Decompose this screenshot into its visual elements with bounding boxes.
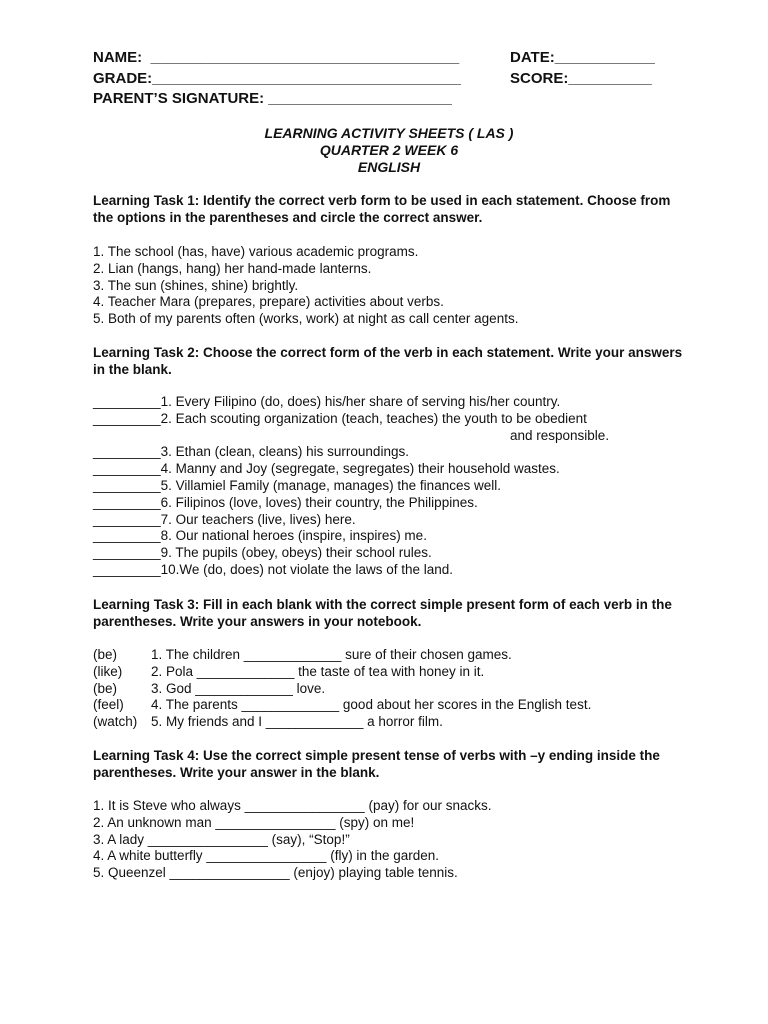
task1-item: 2. Lian (hangs, hang) her hand-made lanterns. xyxy=(93,260,372,276)
task1-item: 4. Teacher Mara (prepares, prepare) activities about verbs. xyxy=(93,294,444,310)
task2-item-continuation: and responsible. xyxy=(510,427,610,443)
task3-item xyxy=(93,697,693,714)
task3-verb: (feel) xyxy=(93,697,124,713)
task1-list xyxy=(93,244,693,328)
title-line-2: QUARTER 2 WEEK 6 xyxy=(319,142,459,158)
task1-item: 3. The sun (shines, shine) brightly. xyxy=(93,277,299,293)
task2-item: _________3. Ethan (clean, cleans) his surroundings. xyxy=(93,444,409,460)
task3-verb: (be) xyxy=(93,647,118,662)
name-field: NAME: _____________________________________ xyxy=(93,49,460,66)
task3-item xyxy=(93,647,693,664)
task2-item: _________5. Villamiel Family (manage, manages) the finances well. xyxy=(93,477,501,493)
document-title xyxy=(0,125,768,176)
task1-item: 1. The school (has, have) various academic programs. xyxy=(93,244,419,259)
task2-item: _________6. Filipinos (love, loves) their country, the Philippines. xyxy=(93,494,478,510)
task3-item xyxy=(93,714,693,731)
task4-list xyxy=(93,798,693,882)
task4-item: 3. A lady ________________ (say), “Stop!” xyxy=(93,831,350,847)
task3-sentence: 1. The children _____________ sure of their chosen games. xyxy=(151,647,512,662)
task2-item: _________1. Every Filipino (do, does) his/her share of serving his/her country. xyxy=(93,394,561,409)
task2-list xyxy=(93,394,693,579)
task4-item: 2. An unknown man ________________ (spy) on me! xyxy=(93,814,415,830)
task4-item: 1. It is Steve who always ________________ (pay) for our snacks. xyxy=(93,798,492,813)
task2-heading: Learning Task 2: Choose the correct form of the verb in each statement. Write your answers in the blank. xyxy=(93,345,683,377)
task3-verb: (be) xyxy=(93,680,118,696)
task2-item: _________9. The pupils (obey, obeys) their school rules. xyxy=(93,545,432,561)
score-field: SCORE:__________ xyxy=(510,70,652,87)
task3-sentence: 4. The parents _____________ good about her scores in the English test. xyxy=(151,697,592,713)
grade-field: GRADE:_____________________________________ xyxy=(93,70,461,87)
task4-item: 5. Queenzel ________________ (enjoy) playing table tennis. xyxy=(93,865,458,881)
task2-item: _________2. Each scouting organization (teach, teaches) the youth to be obedient xyxy=(93,410,587,426)
parent-signature-field: PARENT’S SIGNATURE: ______________________ xyxy=(93,90,452,107)
task3-sentence: 5. My friends and I _____________ a horror film. xyxy=(151,714,443,730)
task2-item: _________8. Our national heroes (inspire, inspires) me. xyxy=(93,528,427,544)
task3-heading: Learning Task 3: Fill in each blank with the correct simple present form of each verb in the parentheses. Write your answers in your notebook. xyxy=(93,597,672,629)
task1-heading: Learning Task 1: Identify the correct verb form to be used in each statement. Choose from the options in the parentheses and circle the correct answer. xyxy=(93,193,671,225)
task2-item: _________7. Our teachers (live, lives) here. xyxy=(93,511,356,527)
task3-verb: (watch) xyxy=(93,714,138,730)
task3-sentence: 2. Pola _____________ the taste of tea with honey in it. xyxy=(151,663,485,679)
task3-item xyxy=(93,681,693,698)
task1-item: 5. Both of my parents often (works, work) at night as call center agents. xyxy=(93,311,519,327)
task3-item xyxy=(93,664,693,681)
task3-sentence: 3. God _____________ love. xyxy=(151,680,326,696)
task2-item: _________4. Manny and Joy (segregate, segregates) their household wastes. xyxy=(93,461,560,477)
task2-item: _________10.We (do, does) not violate the laws of the land. xyxy=(93,561,453,577)
task3-list xyxy=(93,647,693,731)
title-line-1: LEARNING ACTIVITY SHEETS ( LAS ) xyxy=(264,125,514,141)
task4-item: 4. A white butterfly ________________ (fly) in the garden. xyxy=(93,848,439,864)
date-field: DATE:____________ xyxy=(510,49,655,66)
task3-verb: (like) xyxy=(93,663,123,679)
task4-heading: Learning Task 4: Use the correct simple present tense of verbs with –y ending inside the parentheses. Write your answer in the blank. xyxy=(93,748,660,780)
title-line-3: ENGLISH xyxy=(357,159,421,175)
